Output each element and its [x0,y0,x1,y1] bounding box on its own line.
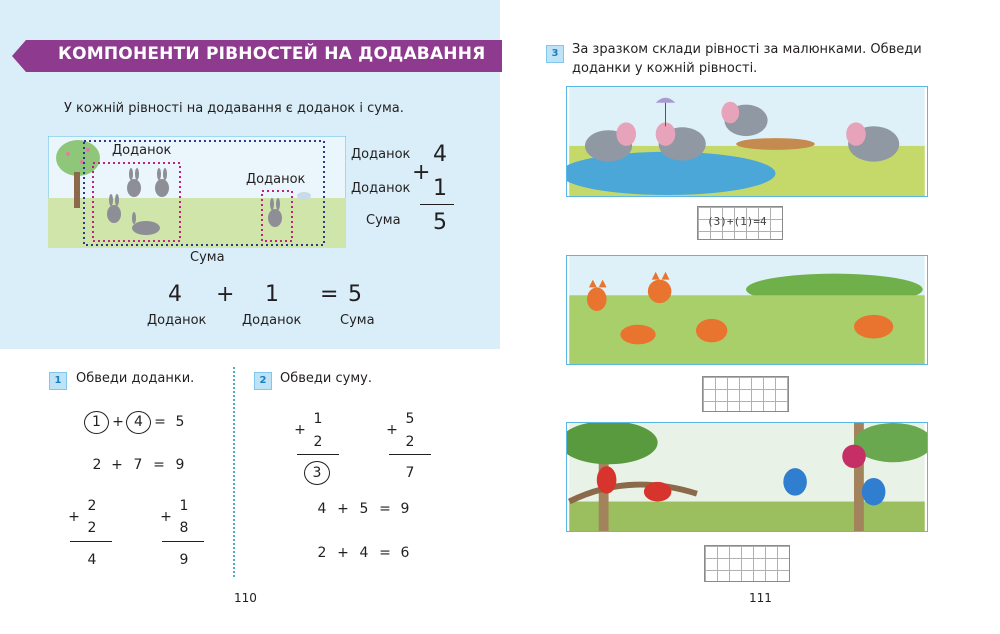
task2-col1-line [297,454,339,455]
column-addend-label-2: Доданок [351,181,411,196]
row-addend-b: 1 [265,282,279,307]
task1-col2-b: 8 [179,520,189,536]
row-label-addend-b: Доданок [242,313,302,328]
right-page-number: 111 [749,591,772,605]
column-addend-label-1: Доданок [351,147,411,162]
task3-number-badge: 3 [546,45,564,63]
task2-eq1-eq: = [379,501,391,517]
task1-col1-b: 2 [87,520,97,536]
page-title: КОМПОНЕНТИ РІВНОСТЕЙ НА ДОДАВАННЯ [58,44,486,64]
task2-col2-op: + [386,422,398,438]
task1-eq1-op: + [112,414,124,430]
task1-col2-sum: 9 [179,552,189,568]
parrots-answer-grid[interactable] [704,545,790,582]
task2-number-badge: 2 [254,372,272,390]
task2-col1-op: + [294,422,306,438]
task1-eq1-b: 4 [134,414,143,430]
column-sum-label: Сума [366,213,401,228]
task1-eq1-sum: 5 [175,414,185,430]
task2-eq1-op: + [337,501,349,517]
task1-col2-op: + [160,509,172,525]
illustration-addend-left-label: Доданок [112,143,172,158]
task1-eq1-eq: = [154,414,166,430]
task2-col2-a: 5 [405,411,415,427]
parrots-picture [566,422,928,532]
task1-eq2-a: 2 [92,457,102,473]
task1-eq2-b: 7 [133,457,143,473]
illustration-addend-right-label: Доданок [246,172,306,187]
row-sum: 5 [348,282,362,307]
task1-col1-sum: 4 [87,552,97,568]
task-divider [233,367,235,577]
foxes-answer-grid[interactable] [702,376,789,412]
task2-eq2-a: 2 [317,545,327,561]
task2-col1-sum: 3 [312,465,322,481]
rabbits-illustration [48,136,346,248]
task1-col1-a: 2 [87,498,97,514]
illustration-sum-label: Сума [190,250,225,265]
task2-eq1-a: 4 [317,501,327,517]
task1-eq2-op: + [111,457,123,473]
task2-eq2-sum: 6 [400,545,410,561]
column-sum-line [420,204,454,205]
task3-instruction-line2: доданки у кожній рівності. [572,61,758,76]
task2-eq2-b: 4 [359,545,369,561]
column-addend-2: 1 [433,176,447,201]
task2-col2-b: 2 [405,434,415,450]
task2-eq1-sum: 9 [400,501,410,517]
row-equals-sign: = [320,282,339,307]
task1-col1-op: + [68,509,80,525]
column-addend-1: 4 [433,142,447,167]
left-page-number: 110 [234,591,257,605]
row-plus-sign: + [216,282,235,307]
sample-answer-handwriting: (3)+(1)=4 [707,215,767,228]
intro-text: У кожній рівності на додавання є доданок і сума. [64,101,404,116]
task1-col1-line [70,541,112,542]
task2-instruction: Обведи суму. [280,371,372,386]
task2-col1-b: 2 [313,434,323,450]
task2-eq2-eq: = [379,545,391,561]
task1-eq2-sum: 9 [175,457,185,473]
task2-eq1-b: 5 [359,501,369,517]
row-label-addend-a: Доданок [147,313,207,328]
column-sum: 5 [433,210,447,235]
task3-instruction-line1: За зразком склади рівності за малюнками. Обведи [572,42,922,57]
task2-eq2-op: + [337,545,349,561]
task1-number-badge: 1 [49,372,67,390]
elephants-picture [566,86,928,197]
task2-col2-sum: 7 [405,465,415,481]
task1-col2-line [162,541,204,542]
foxes-picture [566,255,928,365]
task1-eq1-a: 1 [92,414,101,430]
column-plus-sign: + [412,160,431,185]
task1-col2-a: 1 [179,498,189,514]
task1-instruction: Обведи доданки. [76,371,195,386]
task1-eq2-eq: = [153,457,165,473]
task2-col2-line [389,454,431,455]
row-label-sum: Сума [340,313,375,328]
task2-col1-a: 1 [313,411,323,427]
row-addend-a: 4 [168,282,182,307]
